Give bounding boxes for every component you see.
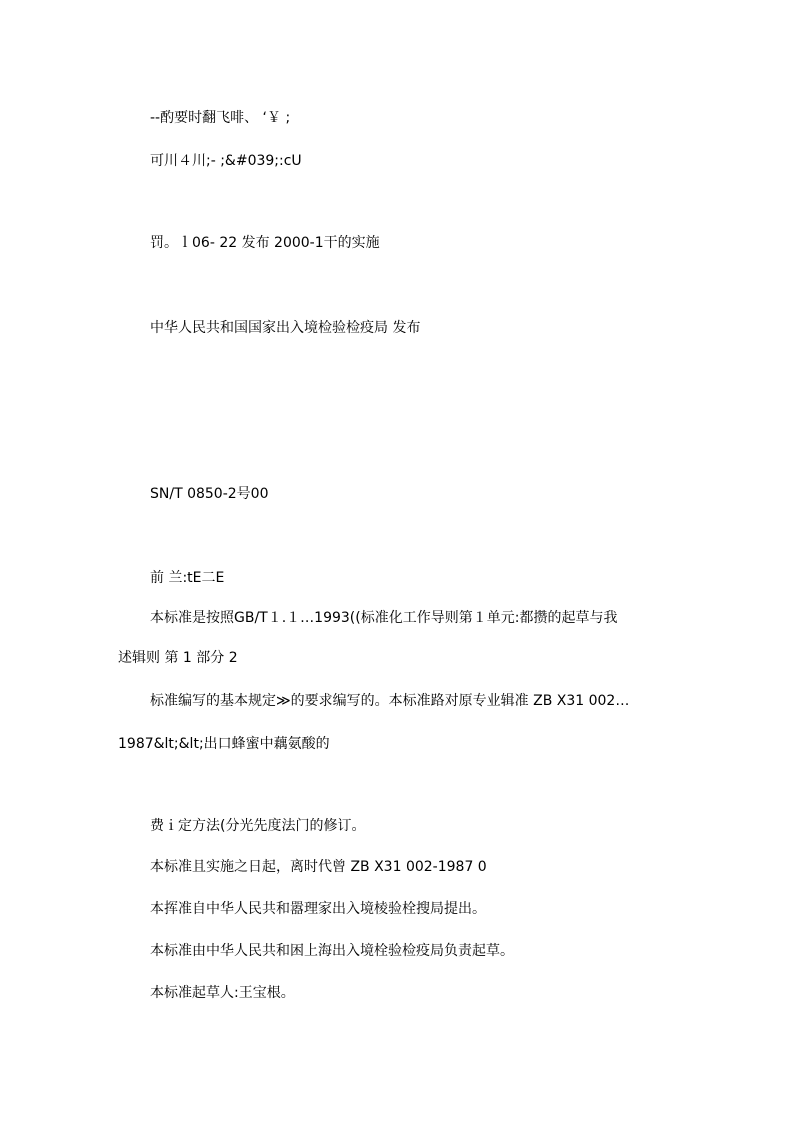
paragraph-line-2: 述辑则 第 1 部分 2 [118, 650, 238, 666]
paragraph-line-4: 1987&lt;&lt;出口蜂蜜中藕氨酸的 [118, 736, 330, 752]
foreword-heading: 前 兰:tE二E [150, 570, 225, 586]
paragraph-line-8: 本标准由中华人民共和困上海出入境栓验检疫局负责起草。 [150, 943, 514, 959]
standard-number: SN/T 0850-2号00 [150, 486, 269, 502]
paragraph-line-5: 费ｉ定方法(分光先度法门的修订。 [150, 818, 366, 834]
paragraph-line-7: 本挥准自中华人民共和嚣理家出入境棱验栓搜局提出。 [150, 901, 486, 917]
text-line-1: --酌要时翻飞啡、 ‘￥ ; [150, 110, 291, 126]
text-line-2: 可川４川;- ;&#039;:cU [150, 153, 302, 169]
drafter-line: 本标准起草人:王宝根。 [150, 985, 295, 1001]
paragraph-line-6: 本标准且实施之日起，离时代曾 ZB X31 002-1987 0 [150, 859, 487, 875]
paragraph-line-1: 本标准是按照GB/T１.１…1993((标准化工作导则第１单元:都攒的起草与我 [150, 610, 618, 626]
issue-date-line: 罚。ｌ06- 22 发布 2000-1干的实施 [150, 235, 380, 251]
issuer-line: 中华人民共和国国家出入境检验检疫局 发布 [150, 320, 421, 336]
paragraph-line-3: 标准编写的基本规定≫的要求编写的。本标准路对原专业辑准 ZB X31 002… [150, 693, 630, 709]
